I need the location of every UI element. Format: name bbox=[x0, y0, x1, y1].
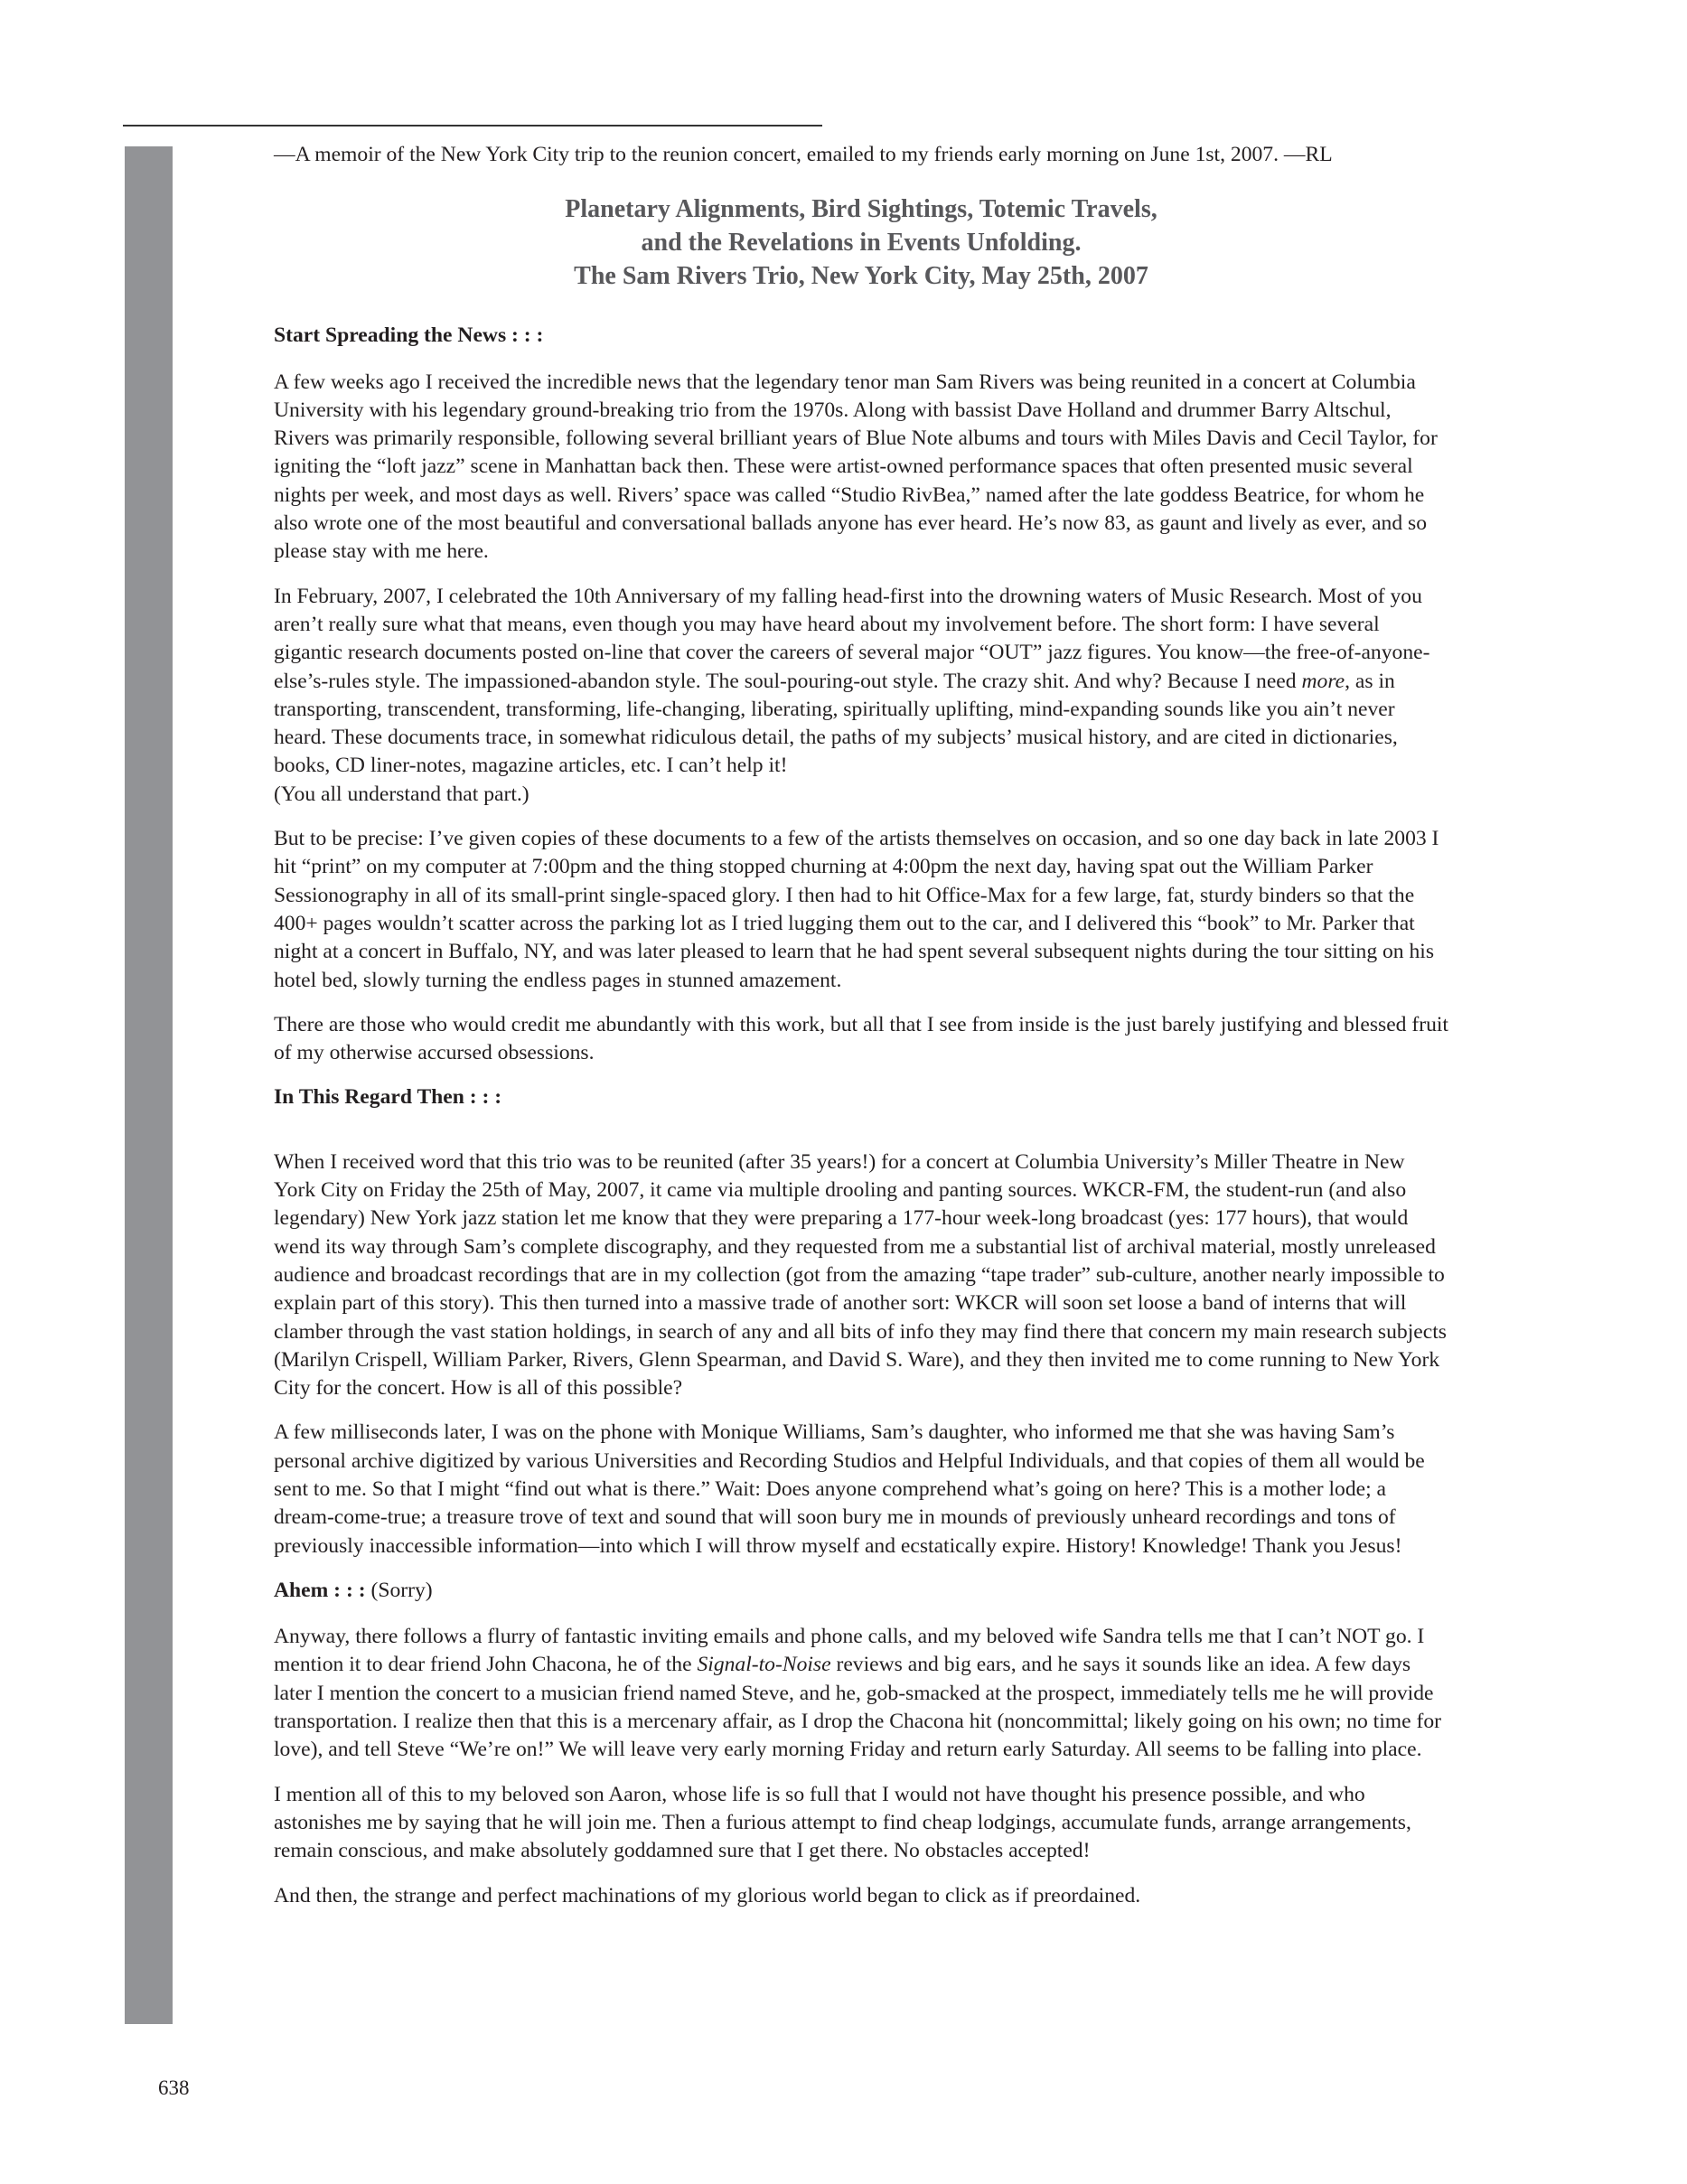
paragraph-1: A few weeks ago I received the incredible news that the legendary tenor man Sam Rivers was being reunited in a concert at Columbia University with his legendary ground-breaking trio from the 1970s. Along with bassist Dave Holland and drummer Barry Altschul, Rivers was primarily responsible, following several brilliant years of Blue Note albums and tours with Miles Davis and Cecil Taylor, for igniting the “loft jazz” scene in Manhattan back then. These were artist-owned performance spaces that often presented music several nights per week, and most days as well. Rivers’ space was called “Studio RivBea,” named after the late goddess Beatrice, for whom he also wrote one of the most beautiful and conversational ballads anyone has ever heard. He’s now 83, as gaunt and lively as ever, and so please stay with me here. bbox=[274, 370, 1438, 564]
title-line-3: The Sam Rivers Trio, New York City, May 25th, 2007 bbox=[574, 262, 1148, 291]
paragraph-4: There are those who would credit me abundantly with this work, but all that I see from inside is the just barely justifying and blessed fruit of my otherwise accursed obsessions. bbox=[274, 1012, 1448, 1065]
paragraph-2 bbox=[274, 583, 1448, 809]
paragraph-9: And then, the strange and perfect machinations of my glorious world began to click as if preordained. bbox=[274, 1883, 1141, 1907]
page-title bbox=[274, 192, 1448, 293]
paragraph-3: But to be precise: I’ve given copies of these documents to a few of the artists themselves on occasion, and so one day back in late 2003 I hit “print” on my computer at 7:00pm and the thing stopped churning at 4:00pm the next day, having spat out the William Parker Sessionography in all of its small-print single-spaced glory. I then had to hit Office-Max for a few large, fat, sturdy binders so that the 400+ pages wouldn’t scatter across the parking lot as I tried lugging them out to the car, and I delivered this “book” to Mr. Parker that night at a concert in Buffalo, NY, and was later pleased to learn that he had spent several subsequent nights during the tour sitting on his hotel bed, slowly turning the endless pages in stunned amazement. bbox=[274, 827, 1439, 992]
ahem-label: Ahem : : : bbox=[274, 1578, 366, 1602]
paragraph-2-part-c: (You all understand that part.) bbox=[274, 782, 530, 806]
section-heading-ahem bbox=[274, 1577, 1448, 1605]
title-line-2: and the Revelations in Events Unfolding. bbox=[641, 229, 1082, 258]
paragraph-7 bbox=[274, 1623, 1448, 1764]
title-line-1: Planetary Alignments, Bird Sightings, Totemic Travels, bbox=[565, 195, 1157, 224]
paragraph-6: A few milliseconds later, I was on the phone with Monique Williams, Sam’s daughter, who informed me that she was having Sam’s personal archive digitized by various Universities and Recording Studios and Helpful Individuals, and that copies of them all would be sent to me. So that I might “find out what is there.” Wait: Does anyone comprehend what’s going on here? This is a mother lode; a dream-come-true; a treasure trove of text and sound that will soon bury me in mounds of previously unheard recordings and tons of previously inaccessible information—into which I will throw myself and ecstatically expire. History! Knowledge! Thank you Jesus! bbox=[274, 1420, 1425, 1558]
top-rule bbox=[123, 125, 822, 127]
paragraph-7-part-a: Anyway, there follows a flurry of fantastic inviting emails and phone calls, and my beloved wife Sandra tells me that I can’t NOT go. I mention it to dear friend John Chacona, he of the bbox=[274, 1625, 1425, 1677]
paragraph-2-part-b: , as in transporting, transcendent, transforming, life-changing, liberating, spiritually uplifting, mind-expanding sounds like you ain’t never heard. These documents trace, in somewhat ridiculous detail, the paths of my subjects’ musical history, and are cited in dictionaries, books, CD liner-notes, magazine articles, etc. I can’t help it! bbox=[274, 669, 1398, 778]
paragraph-5: When I received word that this trio was to be reunited (after 35 years!) for a concert at Columbia University’s Miller Theatre in New York City on Friday the 25th of May, 2007, it came via multiple drooling and panting sources. WKCR-FM, the student-run (and also legendary) New York jazz station let me know that they were preparing a 177-hour week-long broadcast (yes: 177 hours), that would wend its way through Sam’s complete discography, and they requested from me a substantial list of archival material, mostly unreleased audience and broadcast recordings that are in my collection (got from the amazing “tape trader” sub-culture, another nearly impossible to explain part of this story). This then turned into a massive trade of another sort: WKCR will soon set loose a band of interns that will clamber through the vast station holdings, in search of any and all bits of info they may find there that concern my main research subjects (Marilyn Crispell, William Parker, Rivers, Glenn Spearman, and David S. Ware), and they then invited me to come running to New York City for the concert. How is all of this possible? bbox=[274, 1149, 1447, 1401]
paragraph-2-part-a: In February, 2007, I celebrated the 10th Anniversary of my falling head-first into the drowning waters of Music Research. Most of you aren’t really sure what that means, even though you may have heard about my involvement before. The short form: I have several gigantic research documents posted on-line that cover the careers of several major “OUT” jazz figures. You know—the free-of-anyone-else’s-rules style. The impassioned-abandon style. The soul-pouring-out style. The crazy shit. And why? Because I need bbox=[274, 584, 1430, 693]
ahem-aside: (Sorry) bbox=[370, 1578, 433, 1602]
paragraph-7-emphasis: Signal-to-Noise bbox=[697, 1653, 831, 1677]
paragraph-8: I mention all of this to my beloved son Aaron, whose life is so full that I would not have thought his presence possible, and who astonishes me by saying that he will join me. Then a furious attempt to find cheap lodgings, accumulate funds, arrange arrangements, remain conscious, and make absolutely goddamned sure that I get there. No obstacles accepted! bbox=[274, 1782, 1411, 1863]
paragraph-2-emphasis: more bbox=[1301, 669, 1345, 693]
side-bar bbox=[125, 146, 173, 2024]
section-heading-in-this-regard: In This Regard Then : : : bbox=[274, 1085, 502, 1110]
intro-line: —A memoir of the New York City trip to the reunion concert, emailed to my friends early morning on June 1st, 2007. —RL bbox=[274, 143, 1333, 166]
paragraph-7-part-b: reviews and big ears, and he says it sounds like an idea. A few days later I mention the concert to a musician friend named Steve, and he, gob-smacked at the prospect, immediately tells me he will provide transportation. I realize then that this is a mercenary affair, as I drop the Chacona hit (noncommittal; likely going on his own; no time for love), and tell Steve “We’re on!” We will leave very early morning Friday and return early Saturday. All seems to be falling into place. bbox=[274, 1653, 1441, 1762]
section-heading-start-spreading: Start Spreading the News : : : bbox=[274, 323, 544, 348]
page-number: 638 bbox=[158, 2076, 190, 2099]
memoir-body bbox=[274, 141, 1448, 1926]
